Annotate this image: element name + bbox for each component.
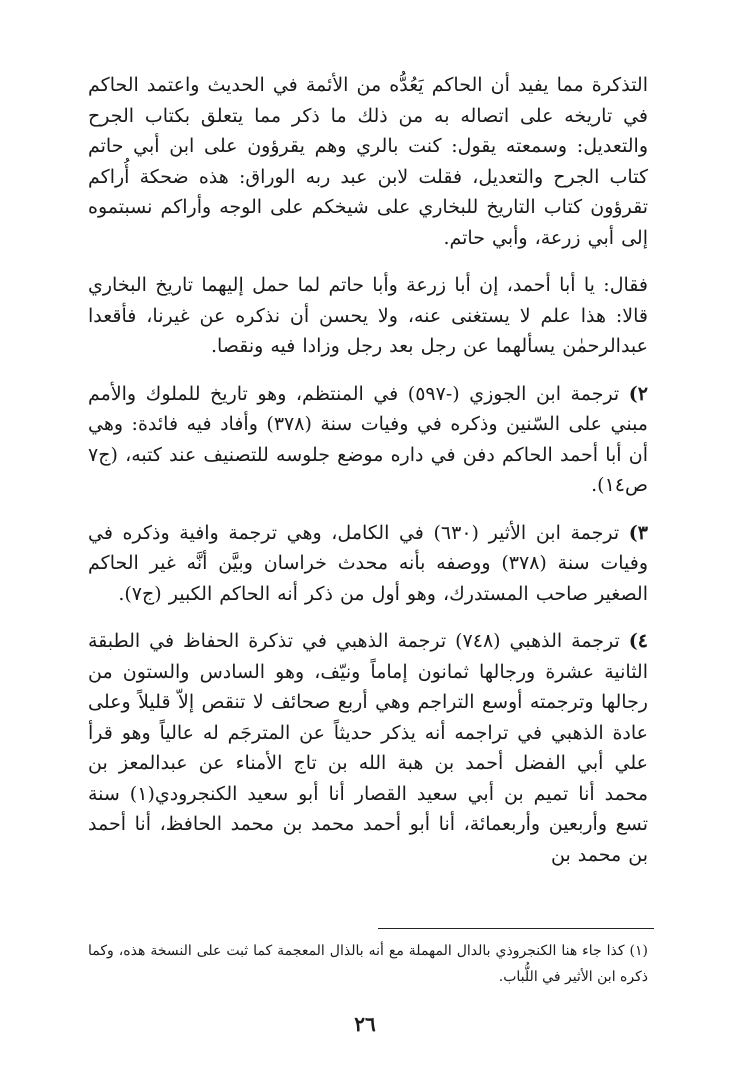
footnote-divider xyxy=(378,928,654,929)
item-number: ٤) xyxy=(628,630,648,652)
paragraph-text: فقال: يا أبا أحمد، إن أبا زرعة وأبا حاتم لما حمل إليهما تاريخ البخاري قالا: هذا علم لا يستغنى عنه، ولا يحسن أن نذكره عن غيرنا، فأقعدا عبدالرحمٰن يسألهما عن رجل بعد رجل وزادا فيه ونقصا. xyxy=(88,274,648,357)
paragraph-text: ترجمة الذهبي (٧٤٨) ترجمة الذهبي في تذكرة الحفاظ في الطبقة الثانية عشرة ورجالها ثمانون إماماً ونيّف، وهو السادس والستون من رجالها وترجمته أوسع التراجم وهي أربع صحائف لا تنقص إلاّ قليلاً وعلى عادة الذهبي في تراجمه أنه يذكر حديثاً عن المترجَم له عالياً وهو قرأ علي أبي الفضل أحمد بن هبة الله بن تاج الأمناء عن عبدالمعز بن محمد أنا تميم بن أبي سعيد القصار أنا أبو سعيد الكنجرودي(١) سنة تسع وأربعين وأربعمائة، أنا أبو أحمد محمد بن محمد الحافظ، أنا أحمد بن محمد بن xyxy=(88,630,648,866)
paragraph-item-4 xyxy=(88,626,648,870)
paragraph-text: التذكرة مما يفيد أن الحاكم يَعُدُّه من الأئمة في الحديث واعتمد الحاكم في تاريخه على اتصاله به من ذلك ما ذكر مما يتعلق بكتاب الجرح والتعديل: وسمعته يقول: كنت بالري وهم يقرؤون على ابن أبي حاتم كتاب الجرح والتعديل، فقلت لابن عبد ربه الوراق: هذه ضحكة أُراكم تقرؤون كتاب التاريخ للبخاري على شيخكم على الوجه وأراكم نسبتموه إلى أبي زرعة، وأبي حاتم. xyxy=(88,74,648,249)
page-body xyxy=(88,70,648,887)
paragraph-text: ترجمة ابن الجوزي (-٥٩٧) في المنتظم، وهو تاريخ للملوك والأمم مبني على السّنين وذكره في وفيات سنة (٣٧٨) وأفاد فيه فائدة: وهي أن أبا أحمد الحاكم دفن في داره موضع جلوسه للتصنيف عند كتبه، (ج٧ ص١٤). xyxy=(88,382,648,496)
footnote: (١) كذا جاء هنا الكنجروذي بالدال المهملة مع أنه بالذال المعجمة كما ثبت على النسخة هذه، وكما ذكره ابن الأثير في اللُّباب. xyxy=(88,943,648,985)
paragraph-item-2 xyxy=(88,379,648,501)
paragraph-text: ترجمة ابن الأثير (٦٣٠) في الكامل، وهي ترجمة وافية وذكره في وفيات سنة (٣٧٨) ووصفه بأنه محدث خراسان وبيَّن أنَّه غير الحاكم الصغير صاحب المستدرك، وهو أول من ذكر أنه الحاكم الكبير (ج٧). xyxy=(88,521,648,605)
page-number: ٢٦ xyxy=(354,1012,376,1036)
paragraph-continuation xyxy=(88,70,648,253)
paragraph-item-3 xyxy=(88,518,648,610)
item-number: ٢) xyxy=(628,382,648,405)
item-number: ٣) xyxy=(628,521,648,544)
paragraph-quote xyxy=(88,270,648,362)
